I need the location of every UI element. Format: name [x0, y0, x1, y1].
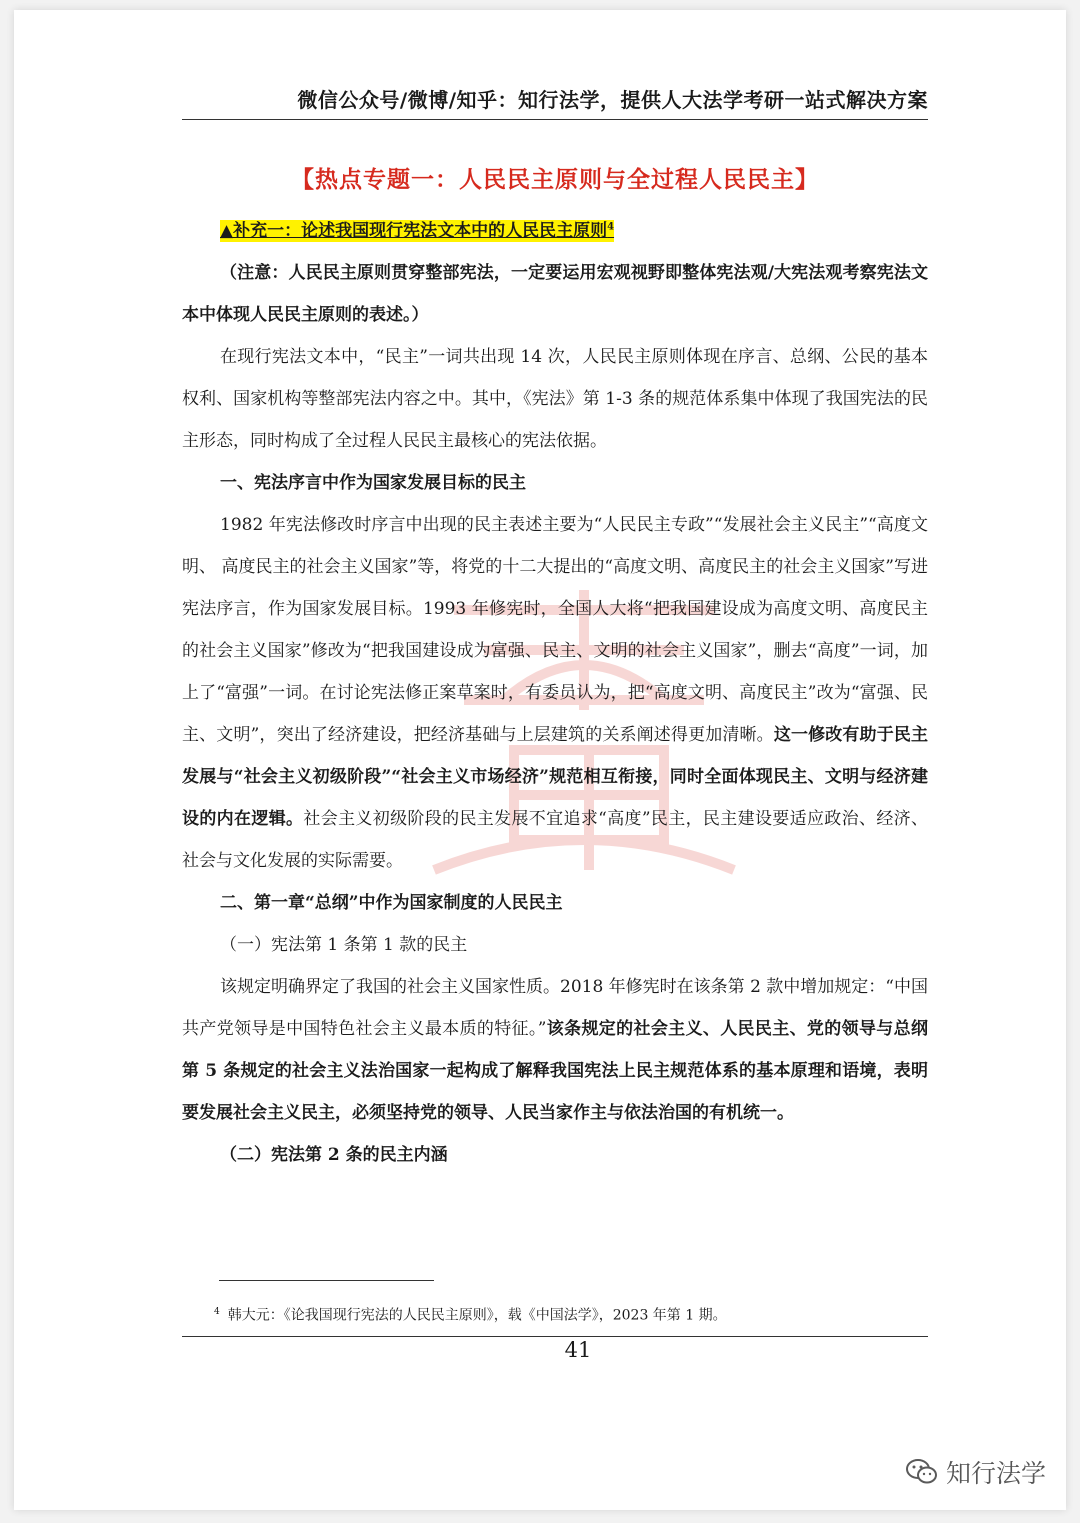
note-paragraph: （注意：人民民主原则贯穿整部宪法，一定要运用宏观视野即整体宪法观/大宪法观考察宪法文本中体现人民民主原则的表述。）	[182, 262, 928, 325]
wechat-icon	[906, 1458, 938, 1486]
section-1-text: 1982 年宪法修改时序言中出现的民主表述主要为“人民民主专政”“发展社会主义民主”“高度文明、 高度民主的社会主义国家”等，将党的十二大提出的“高度文明、高度民主的社会主义国家”写进宪法序言，作为国家发展目标。1993 年修宪时，全国人大将“把我国建设成为高度文明、高度民主的社会主义国家”修改为“把我国建设成为富强、民主、文明的社会主义国家”，删去“高度”一词，加上了“富强”一词。在讨论宪法修正案草案时，有委员认为，把“高度文明、高度民主”改为“富强、民主、文明”，突出了经济建设，把经济基础与上层建筑的关系阐述得更加清晰。	[182, 514, 928, 745]
subsection-1-text: 该规定明确界定了我国的社会主义国家性质。2018 年修宪时在该条第 2 款中增加规定：“中国共产党领导是中国特色社会主义最本质的特征。”	[182, 976, 928, 1039]
page-number: 41	[564, 1338, 592, 1362]
subsection-1-bold-text: 该条规定的社会主义、人民民主、党的领导与总纲第 5 条规定的社会主义法治国家一起构成了解释我国宪法上民主规范体系的基本原理和语境，表明要发展社会主义民主，必须坚持党的领导、人民当家作主与依法治国的有机统一。	[182, 1018, 928, 1123]
footnote-ref[interactable]: 4	[607, 221, 615, 232]
section-1-paragraph	[182, 504, 928, 882]
subsection-2-heading: （二）宪法第 2 条的民主内涵	[220, 1144, 448, 1165]
footnote-divider	[219, 1280, 434, 1281]
topic-title: 【热点专题一：人民民主原则与全过程人民民主】	[291, 166, 819, 193]
footnote	[214, 1300, 928, 1328]
section-1-bold-text: 这一修改有助于民主发展与“社会主义初级阶段”“社会主义市场经济”规范相互衔接，同时全面体现民主、文明与经济建设的内在逻辑。	[182, 724, 928, 829]
body-content	[182, 156, 928, 1176]
supplement-title	[220, 220, 614, 242]
supplement-title-text: ▲补充一：论述我国现行宪法文本中的人民民主原则	[220, 220, 608, 241]
section-2-heading: 二、第一章“总纲”中作为国家制度的人民民主	[220, 892, 563, 913]
brand-watermark	[906, 1454, 1046, 1490]
section-1-heading: 一、宪法序言中作为国家发展目标的民主	[220, 472, 526, 493]
footer-divider	[182, 1336, 928, 1337]
section-1-tail-text: 社会主义初级阶段的民主发展不宜追求“高度”民主，民主建设要适应政治、经济、社会与文化发展的实际需要。	[182, 808, 929, 871]
brand-name: 知行法学	[946, 1459, 1047, 1488]
footnote-text: 韩大元：《论我国现行宪法的人民民主原则》，载《中国法学》，2023 年第 1 期。	[227, 1307, 727, 1324]
subsection-1-heading: （一）宪法第 1 条第 1 款的民主	[220, 934, 468, 955]
footnote-number: 4	[214, 1307, 220, 1317]
intro-paragraph: 在现行宪法文本中，“民主”一词共出现 14 次，人民民主原则体现在序言、总纲、公民的基本权利、国家机构等整部宪法内容之中。其中，《宪法》第 1-3 条的规范体系集中体现了我国宪法的民主形态，同时构成了全过程人民民主最核心的宪法依据。	[182, 346, 928, 451]
document-page	[14, 10, 1066, 1510]
running-header: 微信公众号/微博/知乎：知行法学，提供人大法学考研一站式解决方案	[182, 84, 928, 120]
subsection-1-paragraph	[182, 966, 928, 1134]
supplement-heading	[182, 206, 928, 252]
